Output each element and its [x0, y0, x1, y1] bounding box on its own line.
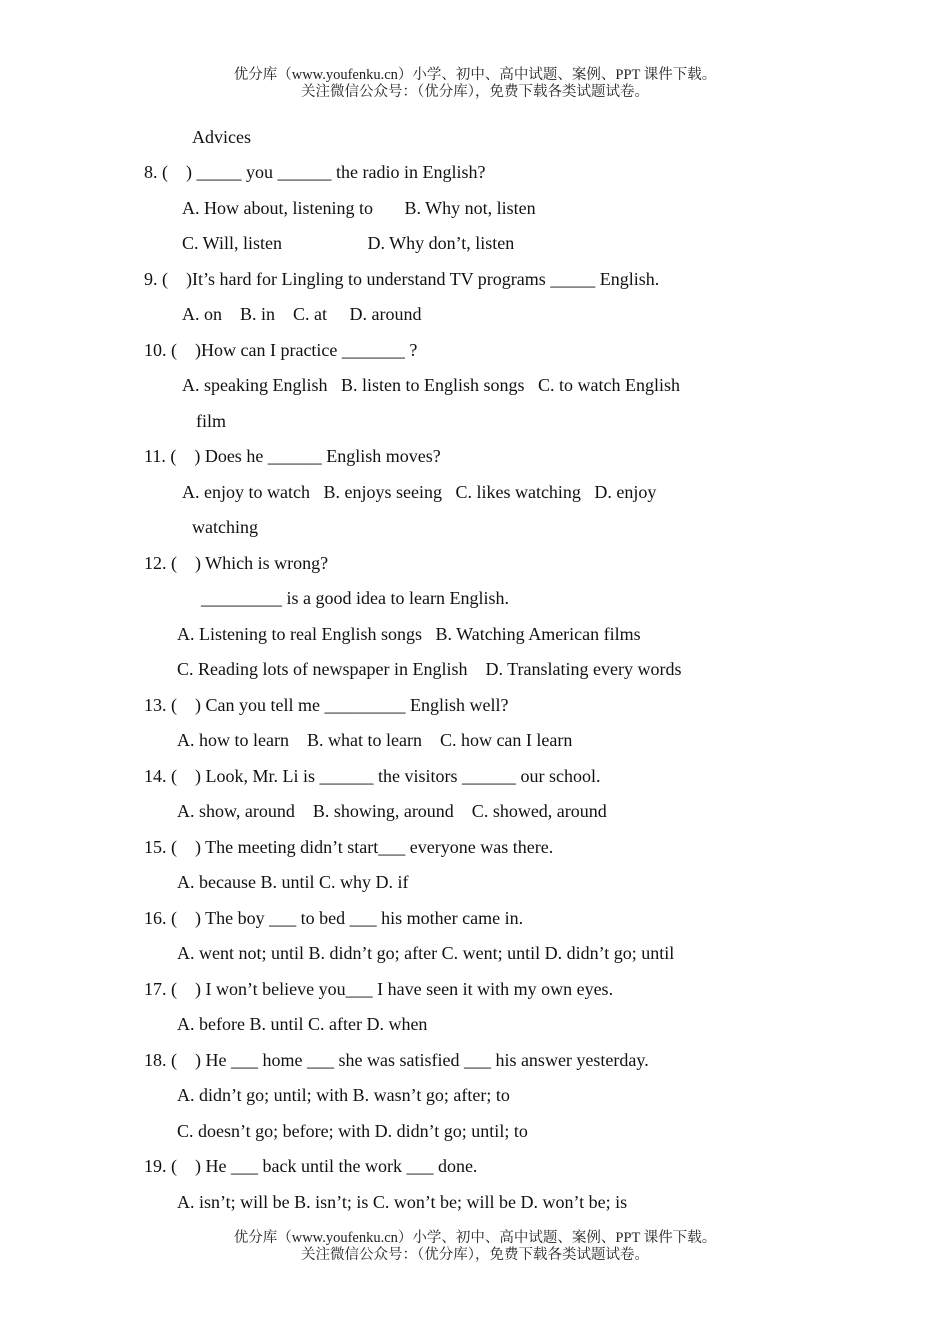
- question-12-sentence: _________ is a good idea to learn English.: [201, 588, 509, 608]
- question-16-stem: 16. ( ) The boy ___ to bed ___ his mother came in.: [144, 908, 524, 928]
- section-title: Advices: [192, 127, 251, 147]
- question-13-stem: 13. ( ) Can you tell me _________ English well?: [144, 695, 509, 715]
- question-10-stem: 10. ( )How can I practice _______ ?: [144, 340, 418, 360]
- header-line-2: 关注微信公众号：（优分库），免费下载各类试题试卷。: [301, 84, 649, 100]
- question-11-options-2: watching: [192, 517, 258, 537]
- page-header: [0, 67, 950, 101]
- question-16-options: A. went not; until B. didn’t go; after C. went; until D. didn’t go; until: [177, 943, 675, 963]
- question-9-stem: 9. ( )It’s hard for Lingling to understand TV programs _____ English.: [144, 269, 660, 289]
- question-9-options: A. on B. in C. at D. around: [182, 304, 422, 324]
- question-17-stem: 17. ( ) I won’t believe you___ I have seen it with my own eyes.: [144, 979, 614, 999]
- question-17-options: A. before B. until C. after D. when: [177, 1014, 428, 1034]
- question-15-options: A. because B. until C. why D. if: [177, 872, 409, 892]
- question-11-stem: 11. ( ) Does he ______ English moves?: [144, 446, 441, 466]
- question-10-options-1: A. speaking English B. listen to English songs C. to watch English: [182, 375, 680, 395]
- question-19-options: A. isn’t; will be B. isn’t; is C. won’t be; will be D. won’t be; is: [177, 1192, 628, 1212]
- question-8-options-1: A. How about, listening to B. Why not, listen: [182, 198, 536, 218]
- question-12-options-1: A. Listening to real English songs B. Watching American films: [177, 624, 641, 644]
- question-11-options-1: A. enjoy to watch B. enjoys seeing C. likes watching D. enjoy: [182, 482, 657, 502]
- footer-line-2: 关注微信公众号：（优分库），免费下载各类试题试卷。: [301, 1247, 649, 1263]
- question-14-options: A. show, around B. showing, around C. showed, around: [177, 801, 607, 821]
- header-line-1: 优分库（www.youfenku.cn）小学、初中、高中试题、案例、PPT 课件下载。: [233, 67, 717, 83]
- question-12-stem: 12. ( ) Which is wrong?: [144, 553, 329, 573]
- question-8-stem: 8. ( ) _____ you ______ the radio in English?: [144, 162, 486, 182]
- footer-line-1: 优分库（www.youfenku.cn）小学、初中、高中试题、案例、PPT 课件下载。: [233, 1230, 717, 1246]
- question-10-options-2: film: [196, 411, 226, 431]
- question-12-options-2: C. Reading lots of newspaper in English D. Translating every words: [177, 659, 682, 679]
- question-14-stem: 14. ( ) Look, Mr. Li is ______ the visitors ______ our school.: [144, 766, 601, 786]
- question-13-options: A. how to learn B. what to learn C. how can I learn: [177, 730, 573, 750]
- page-footer: [0, 1230, 950, 1264]
- question-18-options-1: A. didn’t go; until; with B. wasn’t go; after; to: [177, 1085, 510, 1105]
- question-18-stem: 18. ( ) He ___ home ___ she was satisfied ___ his answer yesterday.: [144, 1050, 649, 1070]
- question-8-options-2: C. Will, listen D. Why don’t, listen: [182, 233, 515, 253]
- question-15-stem: 15. ( ) The meeting didn’t start___ everyone was there.: [144, 837, 554, 857]
- question-19-stem: 19. ( ) He ___ back until the work ___ done.: [144, 1156, 478, 1176]
- question-18-options-2: C. doesn’t go; before; with D. didn’t go; until; to: [177, 1121, 528, 1141]
